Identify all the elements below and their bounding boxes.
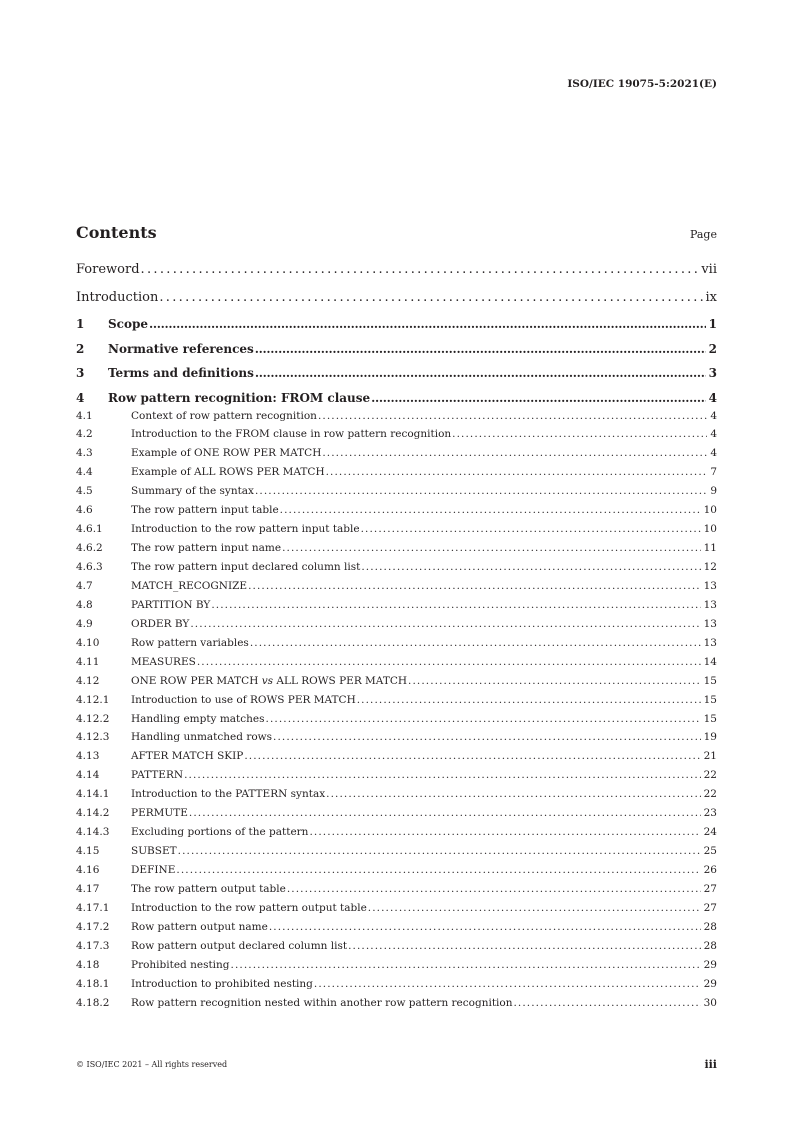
toc-entry-4-18[interactable] bbox=[76, 956, 717, 975]
dot-leader bbox=[309, 823, 700, 842]
toc-entry-number: 4.10 bbox=[76, 636, 100, 649]
toc-entry-number: 4.4 bbox=[76, 466, 93, 479]
toc-entry-4-17-2[interactable] bbox=[76, 918, 717, 937]
toc-entry-title: Context of row pattern recognition bbox=[131, 409, 317, 422]
toc-entry-number: 4.6.1 bbox=[76, 523, 103, 536]
toc-entry-title: Example of ALL ROWS PER MATCH bbox=[131, 466, 325, 479]
toc-entry-title: Example of ONE ROW PER MATCH bbox=[131, 447, 322, 460]
toc-entry-page: 13 bbox=[703, 579, 717, 592]
toc-entry-4-17-1[interactable] bbox=[76, 899, 717, 918]
toc-entry-4-5[interactable] bbox=[76, 482, 717, 501]
toc-entry-page: 15 bbox=[703, 712, 717, 725]
toc-entry-4-12-2[interactable] bbox=[76, 710, 717, 729]
dot-leader bbox=[197, 653, 701, 672]
dot-leader bbox=[141, 256, 699, 284]
toc-entry-page: 13 bbox=[703, 636, 717, 649]
toc-entry-number: 4.16 bbox=[76, 864, 100, 876]
toc-entry-page: 4 bbox=[710, 447, 717, 460]
toc-entry-number: 4.14.1 bbox=[76, 788, 110, 801]
toc-entry-page: 11 bbox=[703, 542, 717, 555]
toc-entry-page: 23 bbox=[703, 807, 717, 820]
dot-leader bbox=[326, 785, 700, 804]
toc-entry-page: 12 bbox=[703, 561, 717, 573]
toc-entry-title: Introduction to the row pattern output table bbox=[131, 901, 367, 914]
toc-entry-4-13[interactable] bbox=[76, 747, 717, 766]
contents-heading: Contents bbox=[76, 223, 157, 242]
toc-entry-page: 26 bbox=[703, 864, 717, 876]
toc-entry-title: PATTERN bbox=[131, 769, 184, 782]
dot-leader bbox=[326, 463, 708, 482]
dot-leader bbox=[266, 710, 701, 729]
toc-entry-page: 22 bbox=[703, 788, 717, 801]
toc-entry-title: Terms and definitions bbox=[108, 366, 254, 380]
toc-entry-4-12-3[interactable] bbox=[76, 728, 717, 747]
dot-leader bbox=[255, 361, 706, 386]
toc-entry-number: 4.12.2 bbox=[76, 712, 110, 725]
toc-entry-number: 4.12.3 bbox=[76, 731, 110, 744]
toc-entry-title: Summary of the syntax bbox=[131, 485, 254, 498]
toc-entry-4-16[interactable] bbox=[76, 861, 717, 880]
toc-entry-page: 27 bbox=[703, 882, 717, 895]
dot-leader bbox=[176, 861, 700, 880]
toc-entry-4-6[interactable] bbox=[76, 501, 717, 520]
toc-entry-number: 4.17.3 bbox=[76, 939, 110, 952]
toc-entry-4-14[interactable] bbox=[76, 766, 717, 785]
dot-leader bbox=[184, 766, 701, 785]
dot-leader bbox=[231, 956, 701, 975]
dot-leader bbox=[189, 804, 701, 823]
toc-entry-4-10[interactable] bbox=[76, 634, 717, 653]
dot-leader bbox=[282, 539, 701, 558]
dot-leader bbox=[255, 482, 707, 501]
toc-entry-number: 4.18.1 bbox=[76, 977, 110, 990]
toc-entry-title: The row pattern output table bbox=[131, 882, 286, 895]
dot-leader bbox=[357, 691, 701, 710]
toc-entry-title: Introduction bbox=[76, 290, 159, 305]
toc-entry-number: 4.12 bbox=[76, 674, 100, 687]
dot-leader bbox=[287, 880, 701, 899]
toc-entry-title: ORDER BY bbox=[131, 617, 190, 630]
toc-entry-4-12[interactable] bbox=[76, 672, 717, 691]
toc-entry-page: 10 bbox=[703, 504, 717, 517]
toc-entry-title: Introduction to the PATTERN syntax bbox=[131, 788, 326, 801]
toc-entry-title: Normative references bbox=[108, 341, 254, 356]
toc-entry-page: 10 bbox=[703, 523, 717, 536]
dot-leader bbox=[269, 918, 701, 937]
toc-entry-4-3[interactable] bbox=[76, 444, 717, 463]
dot-leader bbox=[361, 520, 701, 539]
dot-leader bbox=[211, 596, 700, 615]
toc-entry-page: 27 bbox=[703, 901, 717, 914]
toc-entry-number: 2 bbox=[76, 341, 85, 356]
toc-entry-foreword[interactable] bbox=[76, 256, 717, 284]
toc-entry-page: 29 bbox=[703, 958, 717, 971]
toc-entry-4-11[interactable] bbox=[76, 653, 717, 672]
toc-entry-introduction[interactable] bbox=[76, 284, 717, 312]
toc-entry-number: 4.17.2 bbox=[76, 920, 110, 933]
toc-entry-title: PERMUTE bbox=[131, 807, 188, 820]
toc-entry-4-1[interactable] bbox=[76, 407, 717, 426]
dot-leader bbox=[322, 444, 707, 463]
toc-entry-title: Introduction to use of ROWS PER MATCH bbox=[131, 693, 356, 706]
dot-leader bbox=[248, 577, 701, 596]
toc-entry-4-15[interactable] bbox=[76, 842, 717, 861]
toc-entry-number: 4.17 bbox=[76, 882, 100, 895]
toc-entry-title: Row pattern output declared column list bbox=[131, 939, 348, 952]
toc-entry-number: 4.2 bbox=[76, 428, 93, 441]
toc-entry-title: Scope bbox=[108, 317, 149, 331]
dot-leader bbox=[368, 899, 701, 918]
toc-entry-number: 4.6 bbox=[76, 504, 93, 517]
toc-entry-title-segment: ONE ROW PER MATCH bbox=[131, 674, 262, 687]
toc-entry-title: DEFINE bbox=[131, 864, 176, 876]
toc-entry-4-18-2[interactable] bbox=[76, 994, 717, 1013]
toc-entry-number: 3 bbox=[76, 366, 85, 380]
toc-entry-page: 13 bbox=[703, 598, 717, 611]
toc-entry-title: The row pattern input declared column list bbox=[131, 561, 361, 573]
toc-entry-page: 29 bbox=[703, 977, 717, 990]
toc-main-entries bbox=[76, 256, 717, 410]
toc-entry-number: 4.12.1 bbox=[76, 693, 110, 706]
toc-entry-number: 4.13 bbox=[76, 750, 100, 763]
toc-entry-4-17[interactable] bbox=[76, 880, 717, 899]
page-column-label: Page bbox=[689, 228, 717, 241]
toc-entry-number: 4.18.2 bbox=[76, 996, 110, 1009]
toc-entry-title-emphasis: vs bbox=[261, 674, 274, 687]
dot-leader bbox=[255, 337, 706, 362]
toc-entry-page: 4 bbox=[708, 390, 717, 405]
toc-entry-page: 3 bbox=[708, 366, 717, 380]
toc-entry-title: The row pattern input table bbox=[131, 504, 279, 517]
dot-leader bbox=[159, 284, 702, 312]
toc-entry-page: vii bbox=[701, 262, 717, 277]
toc-entry-number: 4.8 bbox=[76, 598, 93, 611]
toc-entry-4-14-1[interactable] bbox=[76, 785, 717, 804]
toc-entry-4-17-3[interactable] bbox=[76, 937, 717, 956]
toc-entry-page: 15 bbox=[703, 674, 717, 687]
dot-leader bbox=[280, 501, 701, 520]
toc-entry-number: 4.3 bbox=[76, 447, 93, 460]
toc-entry-title: SUBSET bbox=[131, 845, 177, 858]
toc-entry-number: 4.15 bbox=[76, 845, 100, 858]
dot-leader bbox=[408, 672, 701, 691]
toc-entry-number: 4.17.1 bbox=[76, 901, 110, 914]
toc-entry-page: 28 bbox=[703, 939, 717, 952]
dot-leader bbox=[361, 558, 700, 577]
toc-entry-title: Row pattern variables bbox=[131, 636, 249, 649]
toc-entry-title: MATCH_RECOGNIZE bbox=[131, 579, 248, 592]
toc-entry-4-9[interactable] bbox=[76, 615, 717, 634]
toc-entry-title: Introduction to the row pattern input table bbox=[131, 523, 360, 536]
toc-entry-4-8[interactable] bbox=[76, 596, 717, 615]
dot-leader bbox=[314, 975, 701, 994]
toc-entry-1[interactable] bbox=[76, 312, 717, 337]
toc-entry-title: The row pattern input name bbox=[131, 542, 282, 555]
toc-entry-4-4[interactable] bbox=[76, 463, 717, 482]
toc-entry-number: 4.6.2 bbox=[76, 542, 103, 555]
toc-entry-number: 4 bbox=[76, 390, 85, 405]
toc-entry-number: 4.6.3 bbox=[76, 561, 103, 573]
toc-entry-page: 15 bbox=[703, 693, 717, 706]
toc-entry-number: 4.14.2 bbox=[76, 807, 110, 820]
toc-entry-page: 2 bbox=[708, 341, 717, 356]
dot-leader bbox=[178, 842, 701, 861]
toc-entry-number: 4.18 bbox=[76, 958, 100, 971]
toc-entry-number: 4.11 bbox=[76, 655, 100, 668]
toc-entry-number: 4.5 bbox=[76, 485, 93, 498]
toc-entry-number: 4.9 bbox=[76, 617, 93, 630]
toc-entry-title-segment: ALL ROWS PER MATCH bbox=[273, 674, 408, 687]
toc-entry-title: Introduction to prohibited nesting bbox=[131, 977, 313, 990]
toc-entry-title bbox=[131, 672, 407, 691]
toc-entry-page: 9 bbox=[710, 485, 717, 498]
toc-entry-page: ix bbox=[705, 290, 717, 305]
toc-entry-number: 1 bbox=[76, 317, 85, 331]
toc-entry-title: Handling unmatched rows bbox=[131, 731, 273, 744]
toc-entry-title: AFTER MATCH SKIP bbox=[131, 750, 244, 763]
toc-entry-page: 4 bbox=[710, 428, 717, 441]
toc-entry-4-12-1[interactable] bbox=[76, 691, 717, 710]
toc-entry-3[interactable] bbox=[76, 361, 717, 386]
toc-entry-4-18-1[interactable] bbox=[76, 975, 717, 994]
toc-entry-number: 4.14 bbox=[76, 769, 100, 782]
toc-entry-title: Foreword bbox=[76, 262, 140, 277]
toc-entry-title: Prohibited nesting bbox=[131, 958, 230, 971]
dot-leader bbox=[273, 728, 701, 747]
toc-entry-number: 4.1 bbox=[76, 409, 93, 422]
copyright-notice: © ISO/IEC 2021 – All rights reserved bbox=[76, 1060, 228, 1069]
toc-entry-page: 14 bbox=[703, 655, 717, 668]
toc-subclause-entries bbox=[76, 407, 717, 1013]
toc-entry-4-7[interactable] bbox=[76, 577, 717, 596]
toc-entry-page: 1 bbox=[708, 317, 717, 331]
toc-entry-title: Row pattern recognition: FROM clause bbox=[108, 390, 371, 405]
toc-entry-page: 19 bbox=[703, 731, 717, 744]
toc-entry-4-14-2[interactable] bbox=[76, 804, 717, 823]
toc-entry-title: PARTITION BY bbox=[131, 598, 211, 611]
toc-entry-4-14-3[interactable] bbox=[76, 823, 717, 842]
toc-entry-4-6-2[interactable] bbox=[76, 539, 717, 558]
toc-entry-page: 7 bbox=[710, 466, 717, 479]
toc-entry-page: 24 bbox=[703, 826, 717, 839]
toc-entry-page: 30 bbox=[703, 996, 717, 1009]
dot-leader bbox=[318, 407, 707, 426]
toc-entry-title: Handling empty matches bbox=[131, 712, 265, 725]
toc-entry-page: 28 bbox=[703, 920, 717, 933]
page-number: iii bbox=[704, 1058, 717, 1071]
toc-entry-page: 25 bbox=[703, 845, 717, 858]
toc-entry-title: Row pattern recognition nested within another row pattern recognition bbox=[131, 996, 513, 1009]
toc-entry-4-2[interactable] bbox=[76, 425, 717, 444]
dot-leader bbox=[244, 747, 700, 766]
dot-leader bbox=[190, 615, 700, 634]
document-identifier: ISO/IEC 19075-5:2021(E) bbox=[567, 78, 717, 90]
dot-leader bbox=[250, 634, 701, 653]
toc-entry-number: 4.7 bbox=[76, 579, 93, 592]
toc-entry-4-6-3[interactable] bbox=[76, 558, 717, 577]
toc-entry-page: 22 bbox=[703, 769, 717, 782]
dot-leader bbox=[149, 312, 706, 337]
dot-leader bbox=[348, 937, 701, 956]
dot-leader bbox=[452, 425, 707, 444]
toc-entry-page: 21 bbox=[703, 750, 717, 763]
toc-entry-page: 13 bbox=[703, 617, 717, 630]
toc-entry-title: Introduction to the FROM clause in row pattern recognition bbox=[131, 428, 452, 441]
toc-entry-title: Excluding portions of the pattern bbox=[131, 826, 309, 839]
toc-entry-number: 4.14.3 bbox=[76, 826, 110, 839]
dot-leader bbox=[513, 994, 700, 1013]
toc-entry-page: 4 bbox=[710, 409, 717, 422]
toc-entry-4-6-1[interactable] bbox=[76, 520, 717, 539]
toc-entry-title: MEASURES bbox=[131, 655, 196, 668]
toc-entry-2[interactable] bbox=[76, 337, 717, 362]
toc-entry-title: Row pattern output name bbox=[131, 920, 268, 933]
